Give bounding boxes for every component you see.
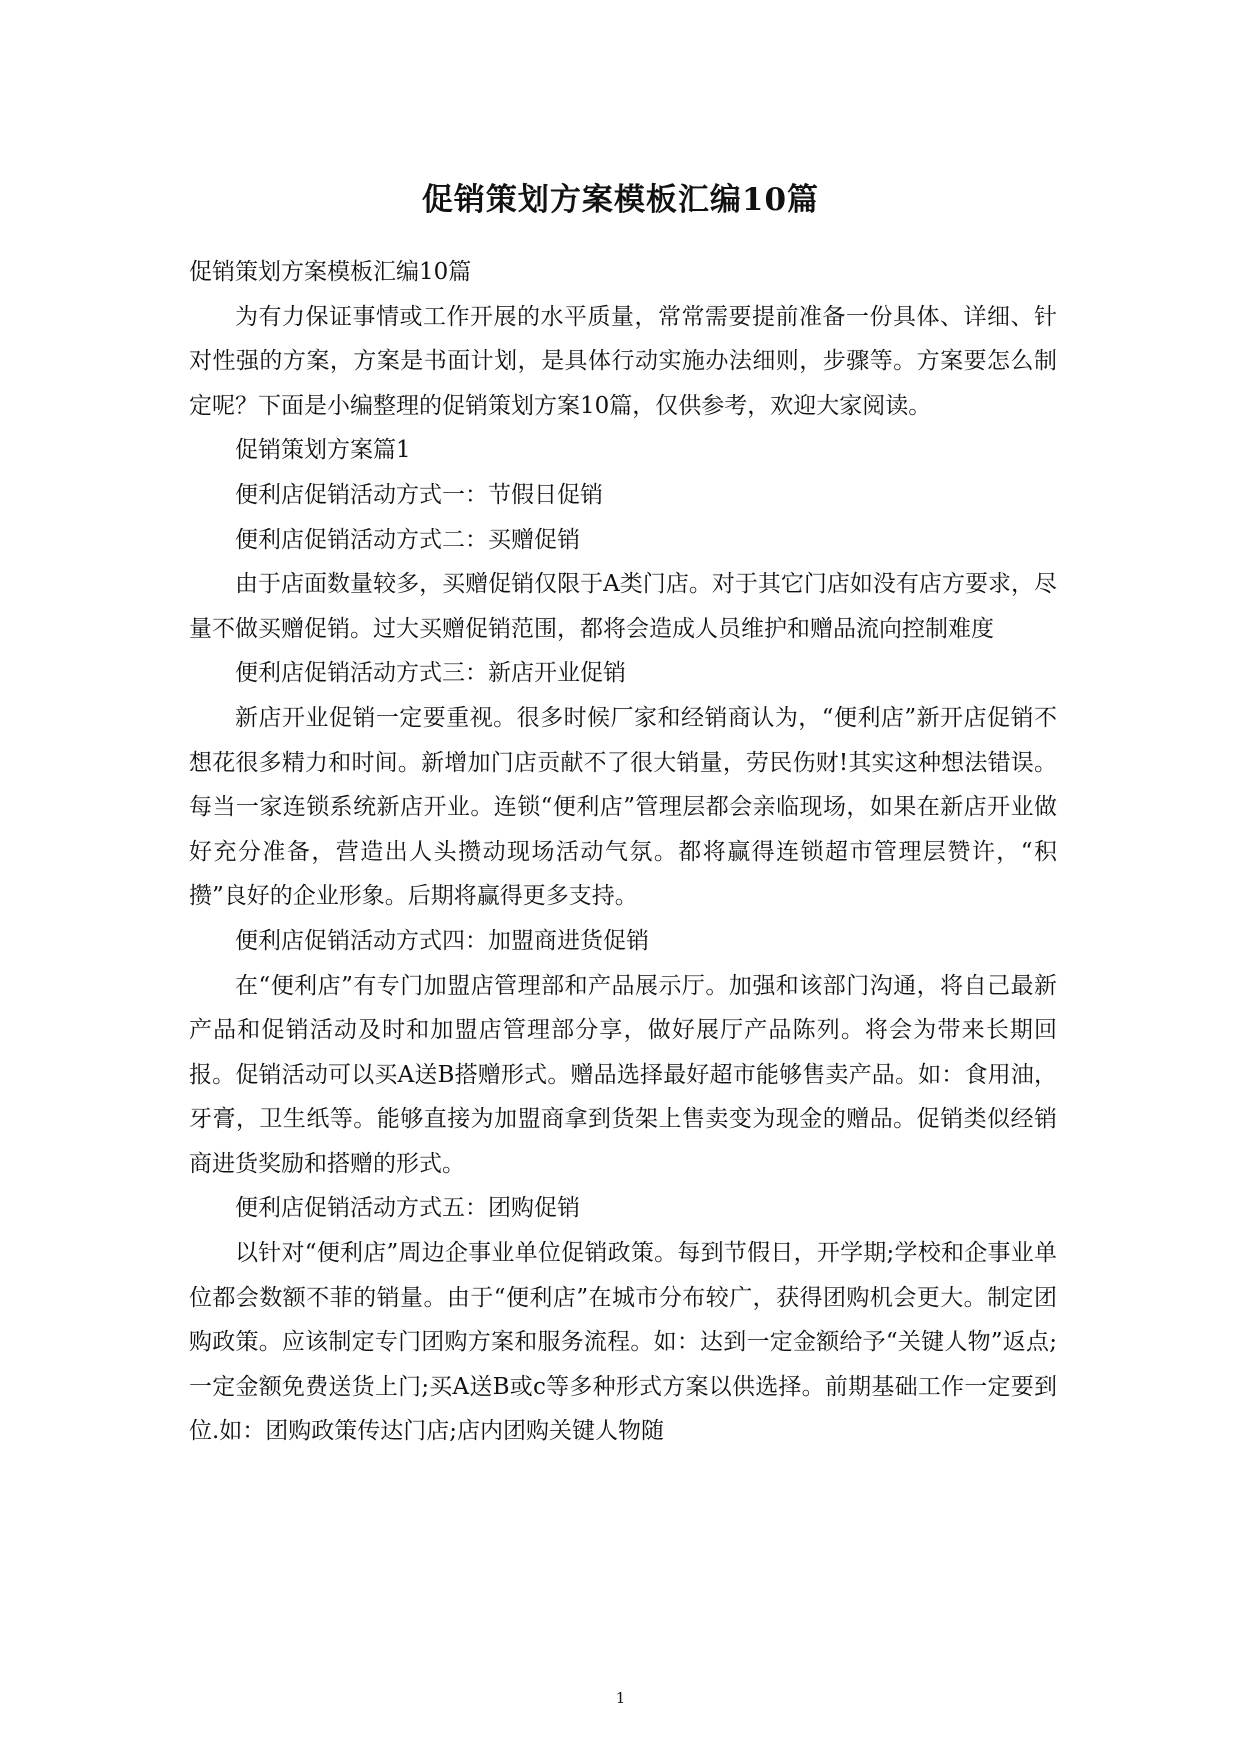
paragraph: 便利店促销活动方式二：买赠促销 <box>235 526 580 553</box>
paragraph: 为有力保证事情或工作开展的水平质量，常常需要提前准备一份具体、详细、针对性强的方案，方案是书面计划，是具体行动实施办法细则，步骤等。方案要怎么制定呢？下面是小编整理的促销策划方案10篇，仅供参考，欢迎大家阅读。 <box>189 303 1057 419</box>
document-body <box>189 250 1057 1454</box>
section-heading: 促销策划方案篇1 <box>235 437 411 464</box>
page-number: 1 <box>615 1689 626 1707</box>
paragraph: 新店开业促销一定要重视。很多时候厂家和经销商认为，“便利店”新开店促销不想花很多精力和时间。新增加门店贡献不了很大销量，劳民伤财!其实这种想法错误。每当一家连锁系统新店开业。连锁“便利店”管理层都会亲临现场，如果在新店开业做好充分准备，营造出人头攒动现场活动气氛。都将赢得连锁超市管理层赞许，“积攒”良好的企业形象。后期将赢得更多支持。 <box>189 704 1057 910</box>
paragraph: 在“便利店”有专门加盟店管理部和产品展示厅。加强和该部门沟通，将自己最新产品和促销活动及时和加盟店管理部分享，做好展厅产品陈列。将会为带来长期回报。促销活动可以买A送B搭赠形式。赠品选择最好超市能够售卖产品。如：食用油，牙膏，卫生纸等。能够直接为加盟商拿到货架上售卖变为现金的赠品。促销类似经销商进货奖励和搭赠的形式。 <box>189 972 1057 1177</box>
paragraph: 便利店促销活动方式四：加盟商进货促销 <box>235 927 649 954</box>
paragraph: 促销策划方案模板汇编10篇 <box>189 259 472 285</box>
paragraph: 由于店面数量较多，买赠促销仅限于A类门店。对于其它门店如没有店方要求，尽量不做买赠促销。过大买赠促销范围，都将会造成人员维护和赠品流向控制难度 <box>189 571 1057 642</box>
document-title: 促销策划方案模板汇编10篇 <box>421 182 820 218</box>
paragraph: 便利店促销活动方式五：团购促销 <box>235 1195 580 1222</box>
paragraph: 便利店促销活动方式三：新店开业促销 <box>235 660 626 687</box>
paragraph: 以针对“便利店”周边企事业单位促销政策。每到节假日，开学期;学校和企事业单位都会数额不菲的销量。由于“便利店”在城市分布较广，获得团购机会更大。制定团购政策。应该制定专门团购方案和服务流程。如：达到一定金额给予“关键人物”返点;一定金额免费送货上门;买A送B或c等多种形式方案以供选择。前期基础工作一定要到位.如：团购政策传达门店;店内团购关键人物随 <box>189 1240 1057 1445</box>
paragraph: 便利店促销活动方式一：节假日促销 <box>235 481 603 508</box>
